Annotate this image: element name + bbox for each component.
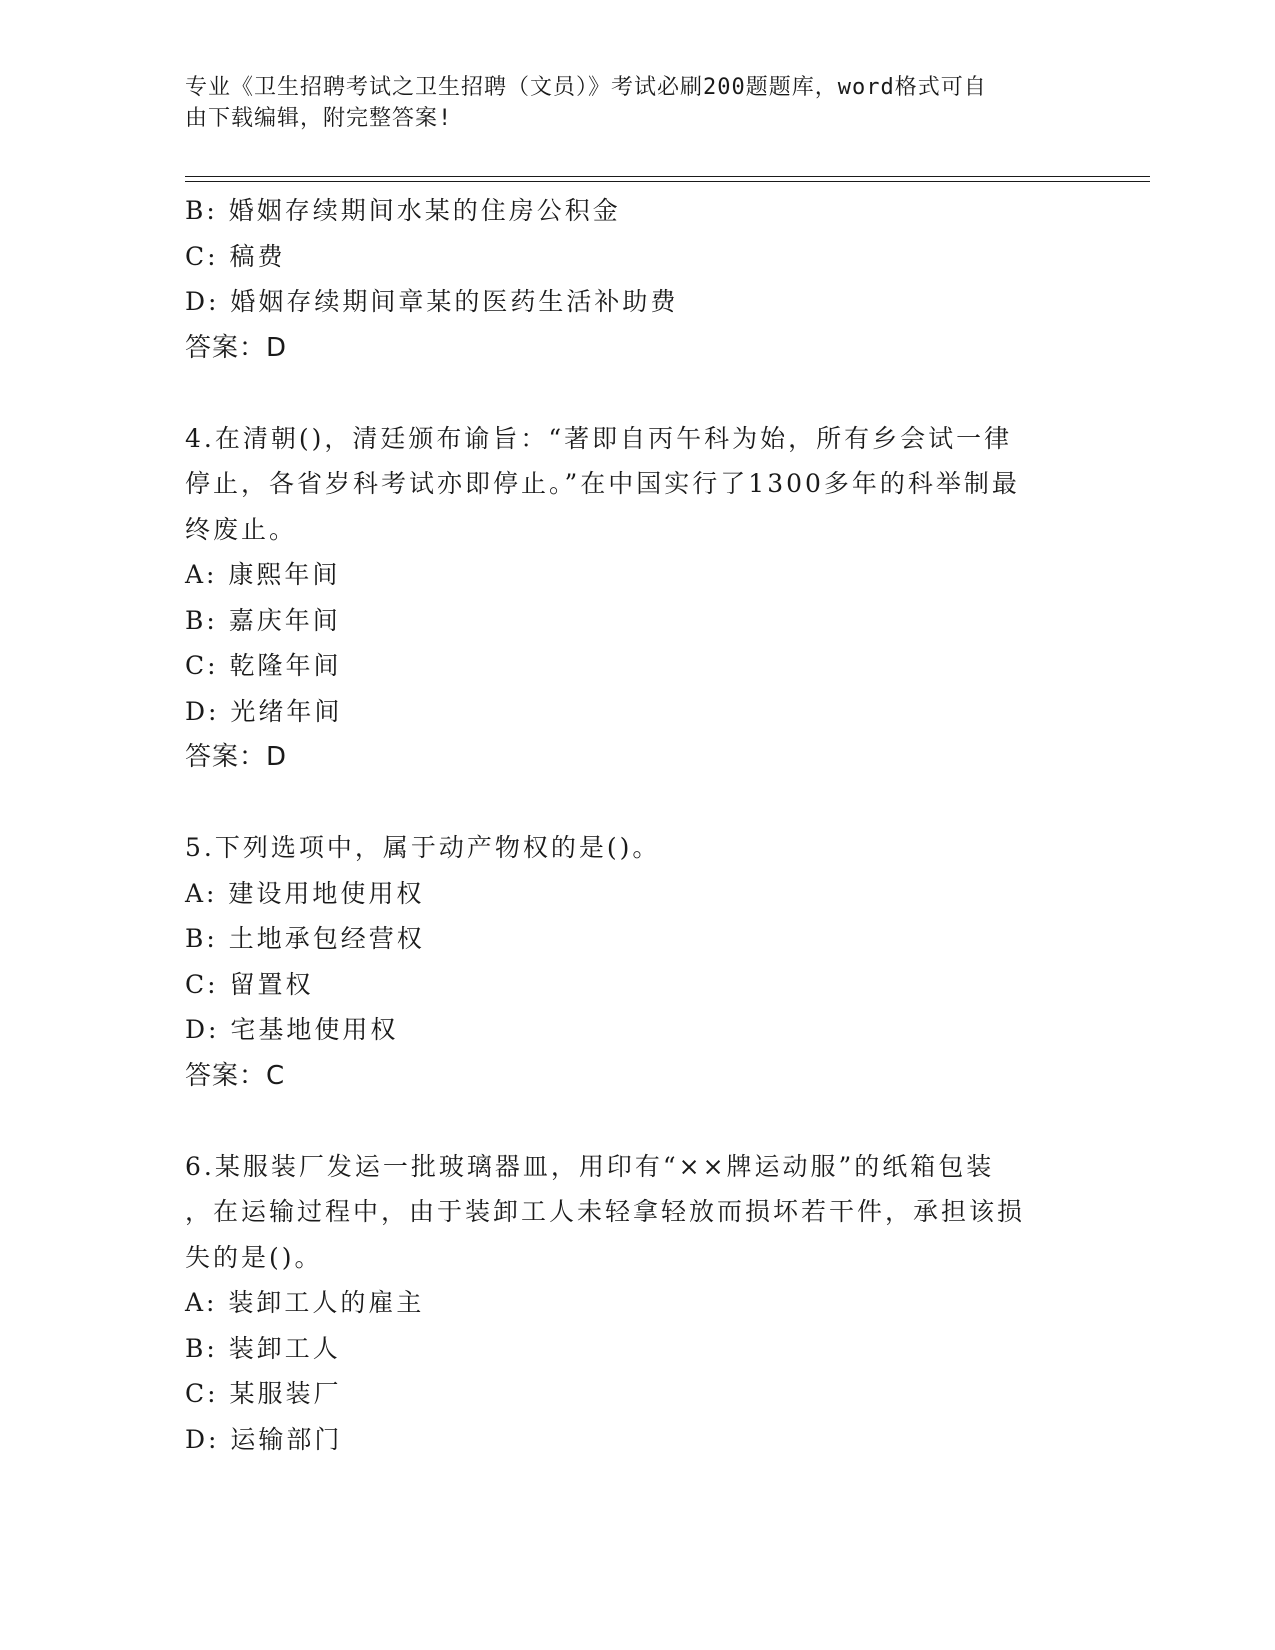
question-stem-line: 终废止。: [185, 514, 298, 544]
question-stem-line: ，在运输过程中，由于装卸工人未轻拿轻放而损坏若干件，承担该损: [185, 1197, 1026, 1226]
option-a: A: 建设用地使用权: [185, 878, 425, 908]
option-c: C: 乾隆年间: [185, 651, 342, 680]
question-stem-line: 停止，各省岁科考试亦即停止。”在中国实行了1300多年的科举制最: [185, 469, 1020, 498]
question-3: [185, 188, 1085, 371]
option-b: B: 嘉庆年间: [185, 605, 341, 635]
option-a: A: 装卸工人的雇主: [185, 1288, 425, 1317]
option-b: B: 土地承包经营权: [185, 924, 425, 953]
answer-line: 答案：D: [185, 332, 288, 363]
header-line-2: 由下载编辑，附完整答案!: [185, 106, 453, 131]
option-d: D: 婚姻存续期间章某的医药生活补助费: [185, 287, 679, 316]
option-c: C: 稿费: [185, 241, 286, 271]
question-5: [185, 825, 1085, 1099]
option-d: D: 宅基地使用权: [185, 1015, 399, 1044]
question-6: [185, 1144, 1085, 1463]
question-stem-line: 失的是()。: [185, 1242, 323, 1272]
option-d: D: 光绪年间: [185, 696, 343, 726]
question-stem-line: 5.下列选项中，属于动产物权的是()。: [185, 833, 661, 862]
spacer: [185, 1099, 1085, 1144]
option-c: C: 某服装厂: [185, 1379, 342, 1408]
option-c: C: 留置权: [185, 969, 314, 999]
question-list: [185, 188, 1085, 1462]
spacer: [185, 371, 1085, 416]
header-divider-bottom: [185, 181, 1150, 182]
option-a: A: 康熙年间: [185, 560, 341, 589]
document-header: [185, 72, 1065, 134]
option-b: B: 装卸工人: [185, 1333, 341, 1363]
question-stem-line: 4.在清朝()，清廷颁布谕旨：“著即自丙午科为始，所有乡会试一律: [185, 423, 1013, 453]
question-stem-line: 6.某服装厂发运一批玻璃器皿，用印有“××牌运动服”的纸箱包装: [185, 1151, 995, 1181]
answer-line: 答案：C: [185, 1060, 286, 1091]
answer-line: 答案：D: [185, 742, 288, 772]
spacer: [185, 780, 1085, 825]
question-4: [185, 416, 1085, 781]
option-b: B: 婚姻存续期间水某的住房公积金: [185, 196, 621, 225]
header-line-1: 专业《卫生招聘考试之卫生招聘（文员）》考试必刷200题题库，word格式可自: [185, 75, 987, 100]
header-divider-top: [185, 176, 1150, 177]
option-d: D: 运输部门: [185, 1424, 343, 1454]
